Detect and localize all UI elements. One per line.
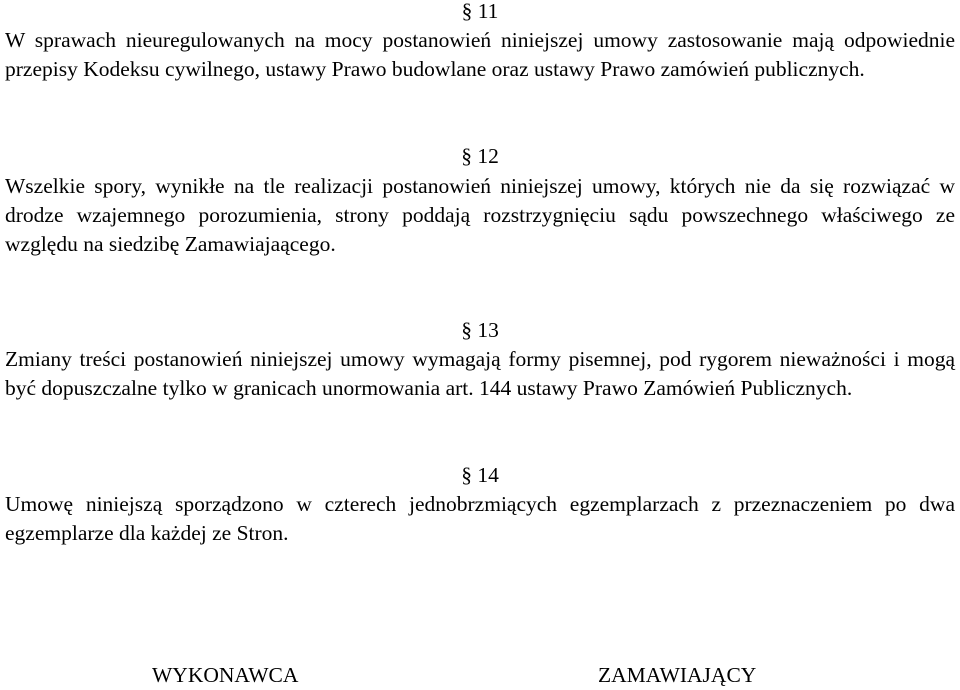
section-14-heading: § 14: [461, 463, 499, 487]
section-12-text: Wszelkie spory, wynikłe na tle realizacji postanowień niniejszej umowy, których nie da się rozwiązać w drodze wzajemnego porozumienia, strony poddają rozstrzygnięciu sądu powszechnego właściwego ze względu na siedzibę Zamawiajaącego.: [5, 174, 955, 256]
section-11-text: W sprawach nieuregulowanych na mocy postanowień niniejszej umowy zastosowanie mają odpowiednie przepisy Kodeksu cywilnego, ustawy Prawo budowlane oraz ustawy Prawo zamówień publicznych.: [5, 28, 955, 81]
section-13-text: Zmiany treści postanowień niniejszej umowy wymagają formy pisemnej, pod rygorem nieważności i mogą być dopuszczalne tylko w granicach unormowania art. 144 ustawy Prawo Zamówień Publicznych.: [5, 347, 955, 400]
signature-contractor: WYKONAWCA: [152, 663, 299, 687]
section-12-heading: § 12: [461, 144, 499, 168]
section-13-heading: § 13: [461, 318, 499, 342]
section-11-heading: § 11: [461, 0, 499, 23]
section-14-text: Umowę niniejszą sporządzono w czterech jednobrzmiących egzemplarzach z przeznaczeniem po dwa egzemplarze dla każdej ze Stron.: [5, 492, 955, 545]
signature-client: ZAMAWIAJĄCY: [598, 663, 757, 687]
